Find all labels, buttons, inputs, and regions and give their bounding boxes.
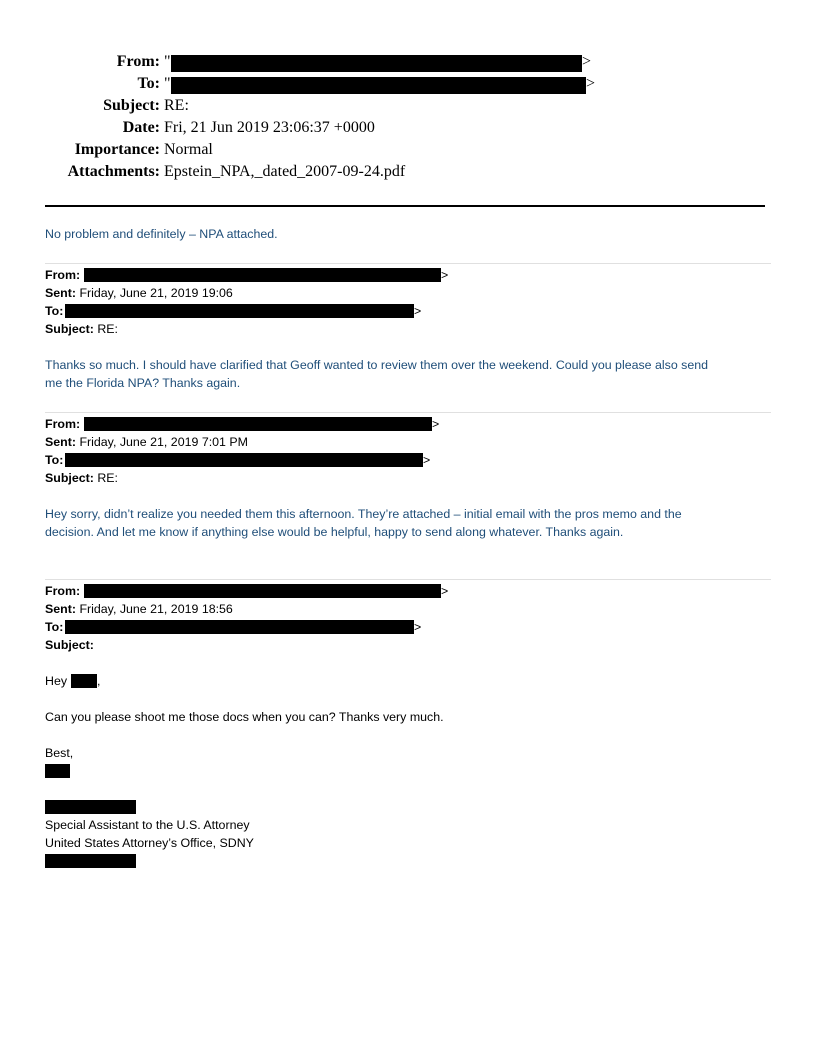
greeting-text: Hey [45, 674, 68, 688]
message-to-label: To: [45, 620, 64, 634]
header-to-row [0, 73, 816, 95]
message-sent-value: Friday, June 21, 2019 19:06 [79, 286, 233, 300]
message-subject-row [45, 320, 118, 338]
message-body-line: Can you please shoot me those docs when you can? Thanks very much. [45, 710, 444, 724]
redaction-block [45, 854, 136, 868]
message-from-row [45, 266, 465, 284]
message-sent-value: Friday, June 21, 2019 7:01 PM [79, 435, 248, 449]
message-subject-value: RE: [97, 322, 118, 336]
header-attachments-row [0, 161, 816, 183]
header-to-bracket: > [586, 75, 596, 92]
redaction-block [45, 764, 70, 778]
redaction-block [71, 674, 97, 688]
signature-name [45, 762, 75, 780]
message-body-line: Hey sorry, didn’t realize you needed them this afternoon. They’re attached – initial email with the pros memo and the [45, 507, 682, 521]
message-to-row [45, 451, 455, 469]
message-subject-row [45, 469, 118, 487]
message-to-row [45, 302, 445, 320]
header-importance-row [0, 139, 816, 161]
header-date-row [0, 117, 816, 139]
message-sent-label: Sent: [45, 602, 76, 616]
message-subject-row [45, 636, 94, 654]
header-subject-label: Subject: [103, 97, 160, 114]
message-from-label: From: [45, 268, 81, 282]
message-subject-label: Subject: [45, 638, 94, 652]
message-to-label: To: [45, 453, 64, 467]
reply-text: No problem and definitely – NPA attached. [45, 227, 278, 241]
signature-title: Special Assistant to the U.S. Attorney [45, 818, 250, 832]
header-divider [45, 205, 765, 207]
message-subject-label: Subject: [45, 322, 94, 336]
to-bracket: > [414, 620, 422, 634]
header-from-row [0, 51, 816, 73]
header-to-label: To: [137, 75, 160, 92]
message-sent-row [45, 433, 248, 451]
message-separator [45, 263, 771, 264]
message-sent-row [45, 284, 233, 302]
signature-name-full [45, 798, 145, 816]
message-subject-label: Subject: [45, 471, 94, 485]
message-to-row [45, 618, 445, 636]
message-sent-row [45, 600, 233, 618]
message-sent-value: Friday, June 21, 2019 18:56 [79, 602, 233, 616]
header-from-label: From: [116, 53, 160, 70]
signature-office: United States Attorney’s Office, SDNY [45, 836, 254, 850]
redaction-block [171, 55, 582, 72]
message-sent-label: Sent: [45, 286, 76, 300]
to-bracket: > [414, 304, 422, 318]
message-from-label: From: [45, 584, 81, 598]
greeting-comma: , [97, 674, 101, 688]
header-from-quote: " [164, 53, 171, 70]
message-separator [45, 412, 771, 413]
attachment-link[interactable]: Epstein_NPA,_dated_2007-09-24.pdf [164, 163, 406, 180]
header-importance-value: Normal [164, 141, 213, 158]
message-separator [45, 579, 771, 580]
greeting-line [45, 672, 125, 690]
from-bracket: > [441, 268, 449, 282]
message-to-label: To: [45, 304, 64, 318]
header-date-label: Date: [122, 119, 160, 136]
header-to-quote: " [164, 75, 171, 92]
header-importance-label: Importance: [74, 141, 160, 158]
header-date-value: Fri, 21 Jun 2019 23:06:37 +0000 [164, 119, 375, 136]
message-from-row [45, 415, 455, 433]
message-sent-label: Sent: [45, 435, 76, 449]
from-bracket: > [441, 584, 449, 598]
message-body-line: Thanks so much. I should have clarified that Geoff wanted to review them over the weekend. Could you please also send [45, 358, 709, 372]
header-from-bracket: > [582, 53, 592, 70]
redaction-block [65, 620, 414, 634]
message-subject-value: RE: [97, 471, 118, 485]
redaction-block [65, 304, 414, 318]
redaction-block [84, 584, 441, 598]
redaction-block [171, 77, 586, 94]
message-from-label: From: [45, 417, 81, 431]
message-from-row [45, 582, 465, 600]
message-body-line: me the Florida NPA? Thanks again. [45, 376, 241, 390]
redaction-block [84, 417, 432, 431]
from-bracket: > [432, 417, 440, 431]
redaction-block [84, 268, 441, 282]
header-subject-row [0, 95, 816, 117]
signature-contact [45, 852, 145, 870]
redaction-block [65, 453, 423, 467]
header-attachments-label: Attachments: [67, 163, 160, 180]
to-bracket: > [423, 453, 431, 467]
closing-text: Best, [45, 746, 74, 760]
message-body-line: decision. And let me know if anything else would be helpful, happy to send along whatever. Thanks again. [45, 525, 624, 539]
header-subject-value: RE: [164, 97, 189, 114]
redaction-block [45, 800, 136, 814]
